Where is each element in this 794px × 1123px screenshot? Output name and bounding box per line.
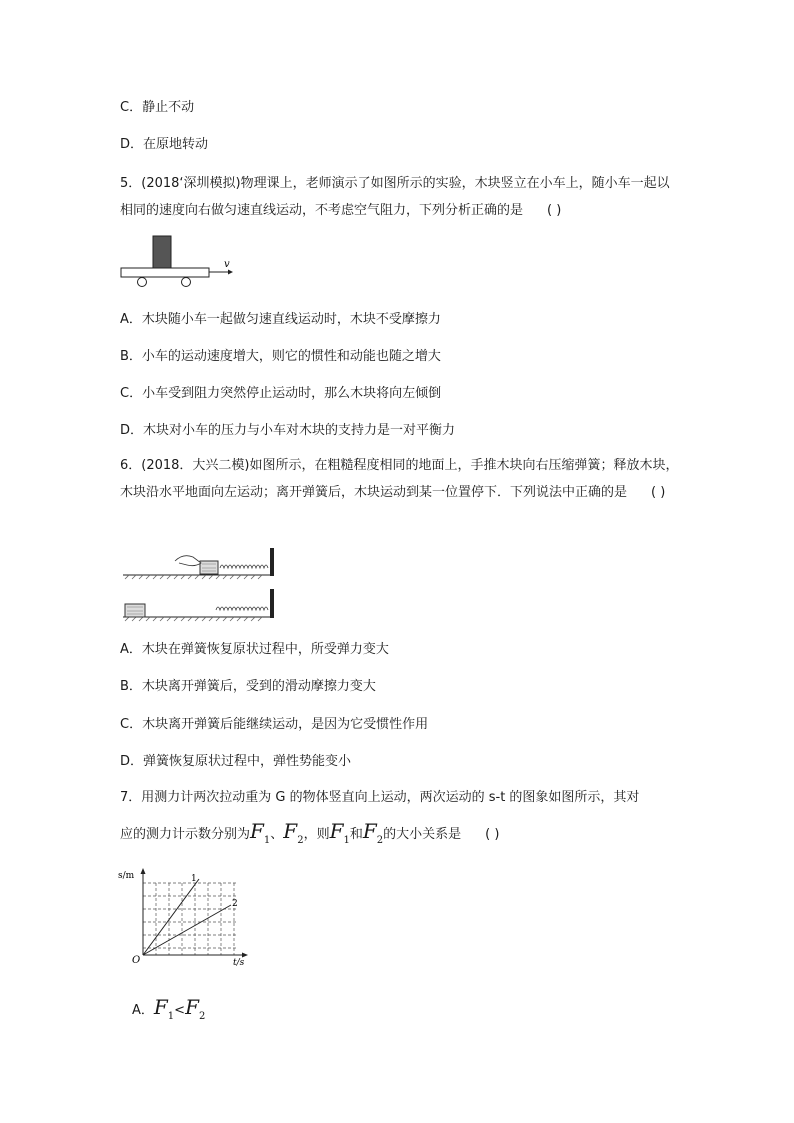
answer-paren: ( ) [485,827,500,842]
spring-figure [120,545,280,625]
ground-hatching-bottom [125,617,262,621]
question-6 [120,452,680,506]
q5-option-a: A．木块随小车一起做匀速直线运动时，木块不受摩擦力 [120,312,441,327]
q5-option-b: B．小车的运动速度增大，则它的惯性和动能也随之增大 [120,349,441,364]
s-t-graph [115,865,255,970]
q5-option-c: C．小车受到阻力突然停止运动时，那么木块将向左倾倒 [120,386,442,401]
answer-paren: ( ) [651,485,666,500]
relaxed-spring [216,607,268,610]
answer-paren: ( ) [547,203,562,218]
velocity-label: v [224,259,230,270]
wood-block-bottom [125,604,145,617]
q5-option-d: D．木块对小车的压力与小车对木块的支持力是一对平衡力 [120,423,456,438]
q6-option-d: D．弹簧恢复原状过程中，弹性势能变小 [120,754,352,769]
question-5 [120,170,680,224]
x-axis-label: t/s [233,958,245,968]
question-6-text: 6．(2018．大兴二模)如图所示，在粗糙程度相同的地面上，手推木块向右压缩弹簧；释放木块，木块沿水平地面向左运动；离开弹簧后，木块运动到某一位置停下．下列说法中正确的是 [120,458,679,500]
q7-text-part1: 应的测力计示数分别为 [120,827,251,842]
ground-hatching-top [125,575,262,579]
cart-wheel-right [182,278,191,287]
y-axis-label: s/m [118,871,135,881]
question-5-text: 5．(2018‘深圳模拟)物理课上，老师演示了如图所示的实验，木块竖立在小车上，随小车一起以相同的速度向右做匀速直线运动，不考虑空气阻力，下列分析正确的是 [120,176,670,218]
x-axis-arrow [242,953,248,958]
q6-option-c: C．木块离开弹簧后能继续运动，是因为它受惯性作用 [120,717,429,732]
question-7-line-2 [120,816,499,856]
wall-bottom [270,589,274,618]
less-than-sign: < [174,1003,186,1018]
origin-label: O [132,955,141,966]
q7-option-a [132,992,205,1032]
graph-line-1 [143,879,199,955]
wood-block-top [200,561,218,574]
y-axis-arrow [141,868,146,874]
q7-text-part2: ，则 [303,827,330,842]
line-1-label: 1 [191,874,197,884]
q7-separator: 、 [270,827,284,842]
q7-option-a-label: A． [132,1003,154,1018]
cart-wheel-left [138,278,147,287]
cart-figure [118,232,238,290]
f2-symbol: $F_2$ [362,819,384,846]
cart-body [121,268,209,277]
f2-symbol: $F_2$ [185,995,206,1022]
compressed-spring [220,565,268,568]
graph-grid [143,883,238,955]
velocity-arrow-head [228,270,233,275]
option-d-prev: D．在原地转动 [120,137,209,152]
q7-text-part3: 的大小关系是 [383,827,462,842]
question-7-line-1: 7．用测力计两次拉动重为 G 的物体竖直向上运动，两次运动的 s-t 的图象如图所示，其对 [120,790,640,805]
wall-top [270,548,274,576]
f1-symbol: $F_1$ [153,995,175,1022]
line-2-label: 2 [232,899,238,909]
f1-symbol: $F_1$ [250,819,271,846]
wooden-block [153,236,171,268]
q6-option-a: A．木块在弹簧恢复原状过程中，所受弹力变大 [120,642,389,657]
f2-symbol: $F_2$ [283,819,304,846]
f1-symbol: $F_1$ [329,819,350,846]
option-c-prev: C．静止不动 [120,100,195,115]
q7-and: 和 [349,827,363,842]
q6-option-b: B．木块离开弹簧后，受到的滑动摩擦力变大 [120,679,376,694]
hand-icon [175,556,201,566]
